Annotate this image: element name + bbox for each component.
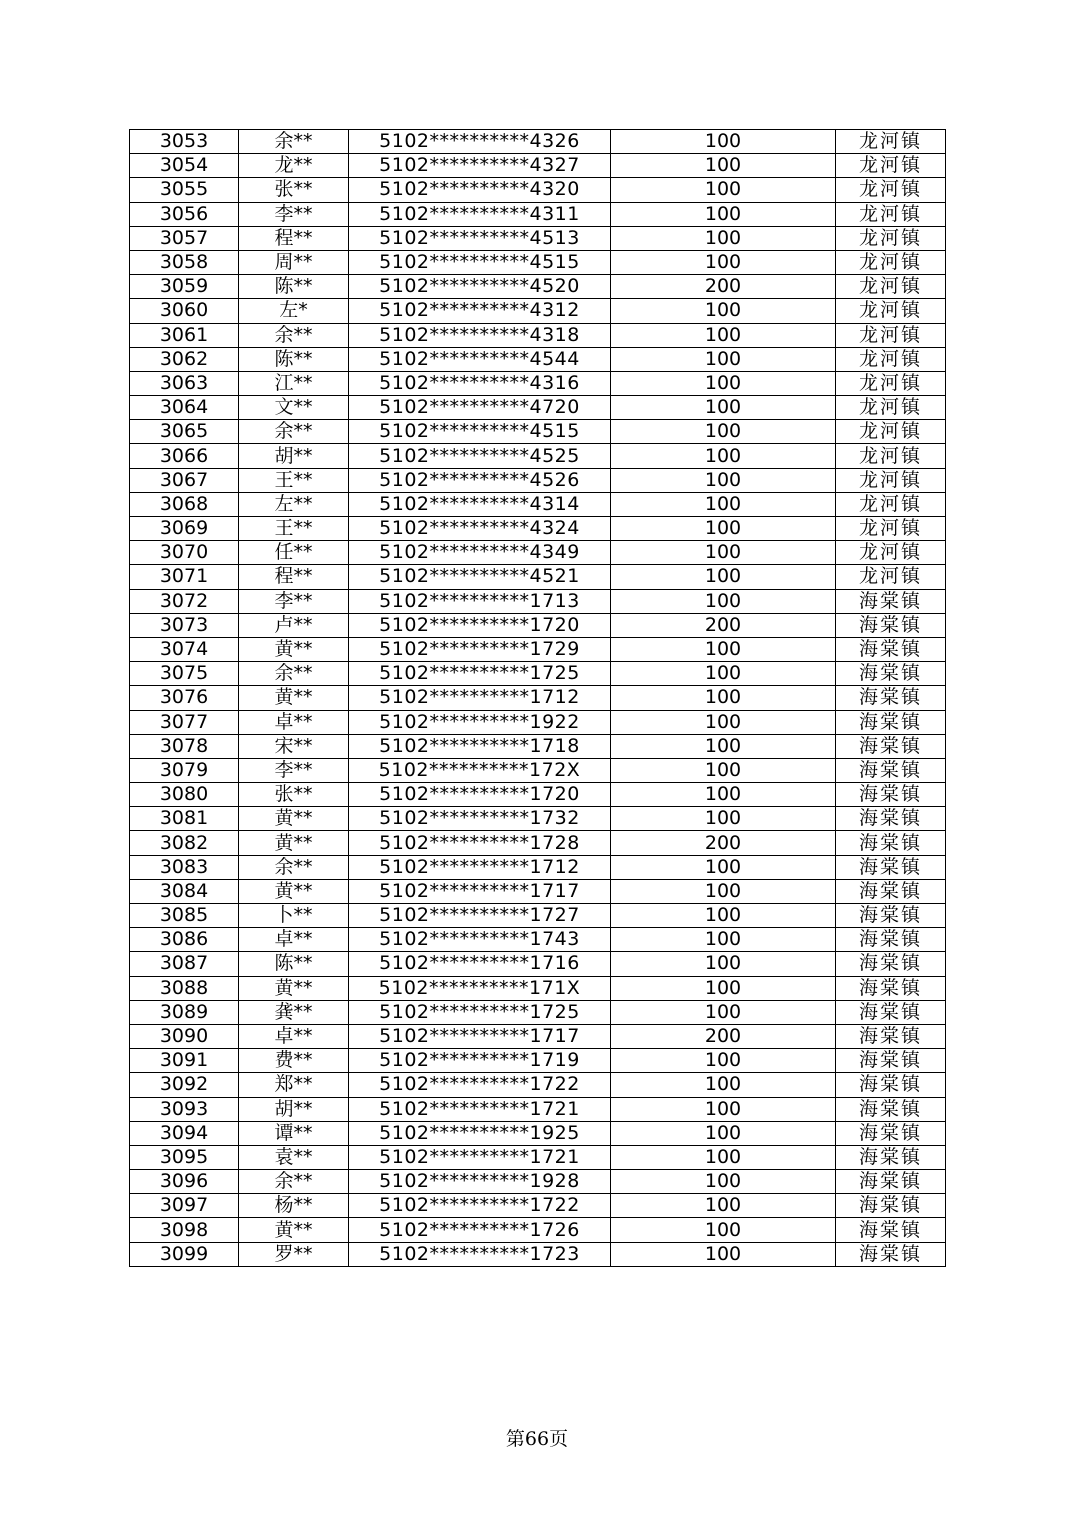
name-cell: 黄** <box>239 879 349 903</box>
name-cell: 余** <box>239 855 349 879</box>
id-number-cell: 5102**********4311 <box>349 202 611 226</box>
table-row <box>130 783 946 807</box>
amount-cell: 100 <box>611 420 836 444</box>
name-cell: 任** <box>239 541 349 565</box>
name-cell: 龚** <box>239 1000 349 1024</box>
row-number-cell: 3091 <box>130 1049 239 1073</box>
row-number-cell: 3086 <box>130 928 239 952</box>
town-cell: 龙河镇 <box>836 541 946 565</box>
row-number-cell: 3062 <box>130 347 239 371</box>
row-number-cell: 3083 <box>130 855 239 879</box>
name-cell: 卓** <box>239 710 349 734</box>
row-number-cell: 3096 <box>130 1170 239 1194</box>
row-number-cell: 3087 <box>130 952 239 976</box>
table-row <box>130 347 946 371</box>
table-row <box>130 1073 946 1097</box>
town-cell: 海棠镇 <box>836 1024 946 1048</box>
row-number-cell: 3088 <box>130 976 239 1000</box>
id-number-cell: 5102**********172X <box>349 758 611 782</box>
id-number-cell: 5102**********1720 <box>349 783 611 807</box>
town-cell: 海棠镇 <box>836 1097 946 1121</box>
id-number-cell: 5102**********1723 <box>349 1242 611 1266</box>
row-number-cell: 3055 <box>130 178 239 202</box>
amount-cell: 200 <box>611 831 836 855</box>
table-row <box>130 1024 946 1048</box>
name-cell: 李** <box>239 202 349 226</box>
amount-cell: 100 <box>611 783 836 807</box>
name-cell: 杨** <box>239 1194 349 1218</box>
id-number-cell: 5102**********4316 <box>349 371 611 395</box>
table-row <box>130 1049 946 1073</box>
town-cell: 龙河镇 <box>836 202 946 226</box>
id-number-cell: 5102**********4314 <box>349 492 611 516</box>
page-number: 第66页 <box>505 1428 569 1450</box>
amount-cell: 100 <box>611 1000 836 1024</box>
town-cell: 海棠镇 <box>836 1218 946 1242</box>
town-cell: 海棠镇 <box>836 879 946 903</box>
row-number-cell: 3084 <box>130 879 239 903</box>
town-cell: 龙河镇 <box>836 420 946 444</box>
town-cell: 龙河镇 <box>836 565 946 589</box>
id-number-cell: 5102**********4515 <box>349 420 611 444</box>
amount-cell: 100 <box>611 444 836 468</box>
row-number-cell: 3074 <box>130 637 239 661</box>
name-cell: 文** <box>239 396 349 420</box>
row-number-cell: 3071 <box>130 565 239 589</box>
amount-cell: 100 <box>611 541 836 565</box>
name-cell: 余** <box>239 323 349 347</box>
town-cell: 海棠镇 <box>836 710 946 734</box>
name-cell: 卓** <box>239 928 349 952</box>
name-cell: 李** <box>239 758 349 782</box>
table-row <box>130 1097 946 1121</box>
town-cell: 海棠镇 <box>836 662 946 686</box>
name-cell: 郑** <box>239 1073 349 1097</box>
table-row <box>130 1145 946 1169</box>
id-number-cell: 5102**********1726 <box>349 1218 611 1242</box>
table-row <box>130 589 946 613</box>
name-cell: 费** <box>239 1049 349 1073</box>
id-number-cell: 5102**********4349 <box>349 541 611 565</box>
row-number-cell: 3090 <box>130 1024 239 1048</box>
table-row <box>130 686 946 710</box>
table-row <box>130 541 946 565</box>
id-number-cell: 5102**********1719 <box>349 1049 611 1073</box>
table-row <box>130 1170 946 1194</box>
table-row <box>130 758 946 782</box>
table-row <box>130 299 946 323</box>
amount-cell: 100 <box>611 879 836 903</box>
row-number-cell: 3065 <box>130 420 239 444</box>
id-number-cell: 5102**********171X <box>349 976 611 1000</box>
id-number-cell: 5102**********4326 <box>349 130 611 154</box>
amount-cell: 100 <box>611 517 836 541</box>
table-row <box>130 323 946 347</box>
amount-cell: 100 <box>611 347 836 371</box>
page-footer <box>0 1426 1074 1452</box>
row-number-cell: 3056 <box>130 202 239 226</box>
row-number-cell: 3057 <box>130 226 239 250</box>
amount-cell: 100 <box>611 686 836 710</box>
row-number-cell: 3063 <box>130 371 239 395</box>
amount-cell: 100 <box>611 396 836 420</box>
amount-cell: 100 <box>611 468 836 492</box>
table-row <box>130 734 946 758</box>
amount-cell: 100 <box>611 637 836 661</box>
town-cell: 海棠镇 <box>836 758 946 782</box>
row-number-cell: 3072 <box>130 589 239 613</box>
name-cell: 王** <box>239 517 349 541</box>
amount-cell: 100 <box>611 710 836 734</box>
town-cell: 龙河镇 <box>836 492 946 516</box>
table-row <box>130 807 946 831</box>
id-number-cell: 5102**********1712 <box>349 855 611 879</box>
amount-cell: 100 <box>611 758 836 782</box>
row-number-cell: 3059 <box>130 275 239 299</box>
id-number-cell: 5102**********1928 <box>349 1170 611 1194</box>
table-row <box>130 879 946 903</box>
row-number-cell: 3066 <box>130 444 239 468</box>
table-row <box>130 178 946 202</box>
row-number-cell: 3068 <box>130 492 239 516</box>
name-cell: 余** <box>239 662 349 686</box>
name-cell: 余** <box>239 130 349 154</box>
amount-cell: 200 <box>611 275 836 299</box>
table-row <box>130 130 946 154</box>
table-row <box>130 226 946 250</box>
town-cell: 海棠镇 <box>836 613 946 637</box>
town-cell: 海棠镇 <box>836 831 946 855</box>
amount-cell: 200 <box>611 613 836 637</box>
name-cell: 卜** <box>239 904 349 928</box>
id-number-cell: 5102**********1718 <box>349 734 611 758</box>
table-row <box>130 468 946 492</box>
row-number-cell: 3089 <box>130 1000 239 1024</box>
amount-cell: 100 <box>611 178 836 202</box>
name-cell: 黄** <box>239 807 349 831</box>
id-number-cell: 5102**********1722 <box>349 1194 611 1218</box>
amount-cell: 200 <box>611 1024 836 1048</box>
name-cell: 黄** <box>239 686 349 710</box>
id-number-cell: 5102**********1728 <box>349 831 611 855</box>
id-number-cell: 5102**********1712 <box>349 686 611 710</box>
town-cell: 龙河镇 <box>836 323 946 347</box>
town-cell: 龙河镇 <box>836 371 946 395</box>
table-row <box>130 420 946 444</box>
amount-cell: 100 <box>611 371 836 395</box>
name-cell: 程** <box>239 565 349 589</box>
name-cell: 胡** <box>239 444 349 468</box>
amount-cell: 100 <box>611 130 836 154</box>
table-row <box>130 855 946 879</box>
amount-cell: 100 <box>611 807 836 831</box>
table-row <box>130 710 946 734</box>
amount-cell: 100 <box>611 154 836 178</box>
id-number-cell: 5102**********4312 <box>349 299 611 323</box>
row-number-cell: 3067 <box>130 468 239 492</box>
name-cell: 周** <box>239 250 349 274</box>
id-number-cell: 5102**********4320 <box>349 178 611 202</box>
name-cell: 陈** <box>239 347 349 371</box>
name-cell: 袁** <box>239 1145 349 1169</box>
town-cell: 海棠镇 <box>836 1073 946 1097</box>
name-cell: 江** <box>239 371 349 395</box>
row-number-cell: 3082 <box>130 831 239 855</box>
name-cell: 黄** <box>239 637 349 661</box>
row-number-cell: 3085 <box>130 904 239 928</box>
name-cell: 王** <box>239 468 349 492</box>
name-cell: 龙** <box>239 154 349 178</box>
table-row <box>130 1218 946 1242</box>
id-number-cell: 5102**********4520 <box>349 275 611 299</box>
table-row <box>130 613 946 637</box>
id-number-cell: 5102**********1725 <box>349 662 611 686</box>
town-cell: 海棠镇 <box>836 686 946 710</box>
town-cell: 海棠镇 <box>836 1170 946 1194</box>
name-cell: 张** <box>239 783 349 807</box>
town-cell: 海棠镇 <box>836 1121 946 1145</box>
row-number-cell: 3078 <box>130 734 239 758</box>
row-number-cell: 3076 <box>130 686 239 710</box>
town-cell: 龙河镇 <box>836 226 946 250</box>
amount-cell: 100 <box>611 202 836 226</box>
town-cell: 海棠镇 <box>836 904 946 928</box>
town-cell: 海棠镇 <box>836 928 946 952</box>
row-number-cell: 3075 <box>130 662 239 686</box>
id-number-cell: 5102**********4521 <box>349 565 611 589</box>
name-cell: 左* <box>239 299 349 323</box>
name-cell: 余** <box>239 420 349 444</box>
row-number-cell: 3095 <box>130 1145 239 1169</box>
amount-cell: 100 <box>611 1049 836 1073</box>
row-number-cell: 3098 <box>130 1218 239 1242</box>
name-cell: 谭** <box>239 1121 349 1145</box>
id-number-cell: 5102**********1717 <box>349 879 611 903</box>
row-number-cell: 3077 <box>130 710 239 734</box>
row-number-cell: 3061 <box>130 323 239 347</box>
name-cell: 胡** <box>239 1097 349 1121</box>
town-cell: 海棠镇 <box>836 1000 946 1024</box>
town-cell: 海棠镇 <box>836 1194 946 1218</box>
row-number-cell: 3079 <box>130 758 239 782</box>
amount-cell: 100 <box>611 492 836 516</box>
amount-cell: 100 <box>611 976 836 1000</box>
amount-cell: 100 <box>611 1170 836 1194</box>
id-number-cell: 5102**********4327 <box>349 154 611 178</box>
row-number-cell: 3081 <box>130 807 239 831</box>
row-number-cell: 3073 <box>130 613 239 637</box>
id-number-cell: 5102**********1732 <box>349 807 611 831</box>
amount-cell: 100 <box>611 226 836 250</box>
amount-cell: 100 <box>611 1145 836 1169</box>
town-cell: 海棠镇 <box>836 1049 946 1073</box>
roster-table <box>129 129 946 1267</box>
row-number-cell: 3054 <box>130 154 239 178</box>
table-row <box>130 565 946 589</box>
table-row <box>130 1194 946 1218</box>
town-cell: 海棠镇 <box>836 855 946 879</box>
name-cell: 张** <box>239 178 349 202</box>
town-cell: 龙河镇 <box>836 178 946 202</box>
amount-cell: 100 <box>611 928 836 952</box>
amount-cell: 100 <box>611 1121 836 1145</box>
amount-cell: 100 <box>611 1242 836 1266</box>
id-number-cell: 5102**********4526 <box>349 468 611 492</box>
table-row <box>130 517 946 541</box>
table-row <box>130 202 946 226</box>
row-number-cell: 3058 <box>130 250 239 274</box>
row-number-cell: 3097 <box>130 1194 239 1218</box>
town-cell: 龙河镇 <box>836 468 946 492</box>
id-number-cell: 5102**********1727 <box>349 904 611 928</box>
table-row <box>130 1242 946 1266</box>
name-cell: 陈** <box>239 275 349 299</box>
table-row <box>130 976 946 1000</box>
table-row <box>130 250 946 274</box>
town-cell: 海棠镇 <box>836 637 946 661</box>
amount-cell: 100 <box>611 589 836 613</box>
id-number-cell: 5102**********4525 <box>349 444 611 468</box>
amount-cell: 100 <box>611 904 836 928</box>
amount-cell: 100 <box>611 1218 836 1242</box>
row-number-cell: 3064 <box>130 396 239 420</box>
id-number-cell: 5102**********4513 <box>349 226 611 250</box>
id-number-cell: 5102**********1922 <box>349 710 611 734</box>
name-cell: 李** <box>239 589 349 613</box>
amount-cell: 100 <box>611 1073 836 1097</box>
town-cell: 龙河镇 <box>836 396 946 420</box>
name-cell: 左** <box>239 492 349 516</box>
amount-cell: 100 <box>611 952 836 976</box>
id-number-cell: 5102**********1713 <box>349 589 611 613</box>
town-cell: 龙河镇 <box>836 299 946 323</box>
name-cell: 余** <box>239 1170 349 1194</box>
table-row <box>130 952 946 976</box>
town-cell: 龙河镇 <box>836 444 946 468</box>
id-number-cell: 5102**********4720 <box>349 396 611 420</box>
table-row <box>130 904 946 928</box>
table-row <box>130 928 946 952</box>
table-row <box>130 371 946 395</box>
id-number-cell: 5102**********1716 <box>349 952 611 976</box>
amount-cell: 100 <box>611 323 836 347</box>
amount-cell: 100 <box>611 855 836 879</box>
id-number-cell: 5102**********1729 <box>349 637 611 661</box>
amount-cell: 100 <box>611 565 836 589</box>
id-number-cell: 5102**********1721 <box>349 1145 611 1169</box>
name-cell: 程** <box>239 226 349 250</box>
row-number-cell: 3069 <box>130 517 239 541</box>
row-number-cell: 3070 <box>130 541 239 565</box>
town-cell: 海棠镇 <box>836 952 946 976</box>
town-cell: 海棠镇 <box>836 1145 946 1169</box>
amount-cell: 100 <box>611 1097 836 1121</box>
name-cell: 黄** <box>239 976 349 1000</box>
id-number-cell: 5102**********4544 <box>349 347 611 371</box>
table-row <box>130 831 946 855</box>
town-cell: 海棠镇 <box>836 589 946 613</box>
name-cell: 黄** <box>239 831 349 855</box>
name-cell: 卓** <box>239 1024 349 1048</box>
roster-table-body <box>130 130 946 1267</box>
name-cell: 卢** <box>239 613 349 637</box>
town-cell: 海棠镇 <box>836 783 946 807</box>
row-number-cell: 3080 <box>130 783 239 807</box>
row-number-cell: 3099 <box>130 1242 239 1266</box>
id-number-cell: 5102**********1721 <box>349 1097 611 1121</box>
id-number-cell: 5102**********1725 <box>349 1000 611 1024</box>
table-row <box>130 1000 946 1024</box>
id-number-cell: 5102**********1720 <box>349 613 611 637</box>
town-cell: 龙河镇 <box>836 250 946 274</box>
id-number-cell: 5102**********4324 <box>349 517 611 541</box>
table-row <box>130 1121 946 1145</box>
name-cell: 宋** <box>239 734 349 758</box>
town-cell: 龙河镇 <box>836 130 946 154</box>
amount-cell: 100 <box>611 734 836 758</box>
name-cell: 黄** <box>239 1218 349 1242</box>
town-cell: 海棠镇 <box>836 1242 946 1266</box>
table-row <box>130 154 946 178</box>
table-row <box>130 444 946 468</box>
row-number-cell: 3060 <box>130 299 239 323</box>
amount-cell: 100 <box>611 299 836 323</box>
town-cell: 龙河镇 <box>836 154 946 178</box>
id-number-cell: 5102**********1743 <box>349 928 611 952</box>
row-number-cell: 3053 <box>130 130 239 154</box>
id-number-cell: 5102**********4515 <box>349 250 611 274</box>
table-row <box>130 662 946 686</box>
row-number-cell: 3092 <box>130 1073 239 1097</box>
town-cell: 龙河镇 <box>836 275 946 299</box>
id-number-cell: 5102**********4318 <box>349 323 611 347</box>
id-number-cell: 5102**********1722 <box>349 1073 611 1097</box>
table-row <box>130 275 946 299</box>
table-row <box>130 396 946 420</box>
town-cell: 龙河镇 <box>836 347 946 371</box>
town-cell: 海棠镇 <box>836 976 946 1000</box>
amount-cell: 100 <box>611 662 836 686</box>
amount-cell: 100 <box>611 250 836 274</box>
table-row <box>130 492 946 516</box>
name-cell: 陈** <box>239 952 349 976</box>
table-row <box>130 637 946 661</box>
amount-cell: 100 <box>611 1194 836 1218</box>
town-cell: 海棠镇 <box>836 734 946 758</box>
row-number-cell: 3094 <box>130 1121 239 1145</box>
id-number-cell: 5102**********1925 <box>349 1121 611 1145</box>
id-number-cell: 5102**********1717 <box>349 1024 611 1048</box>
town-cell: 龙河镇 <box>836 517 946 541</box>
row-number-cell: 3093 <box>130 1097 239 1121</box>
town-cell: 海棠镇 <box>836 807 946 831</box>
name-cell: 罗** <box>239 1242 349 1266</box>
